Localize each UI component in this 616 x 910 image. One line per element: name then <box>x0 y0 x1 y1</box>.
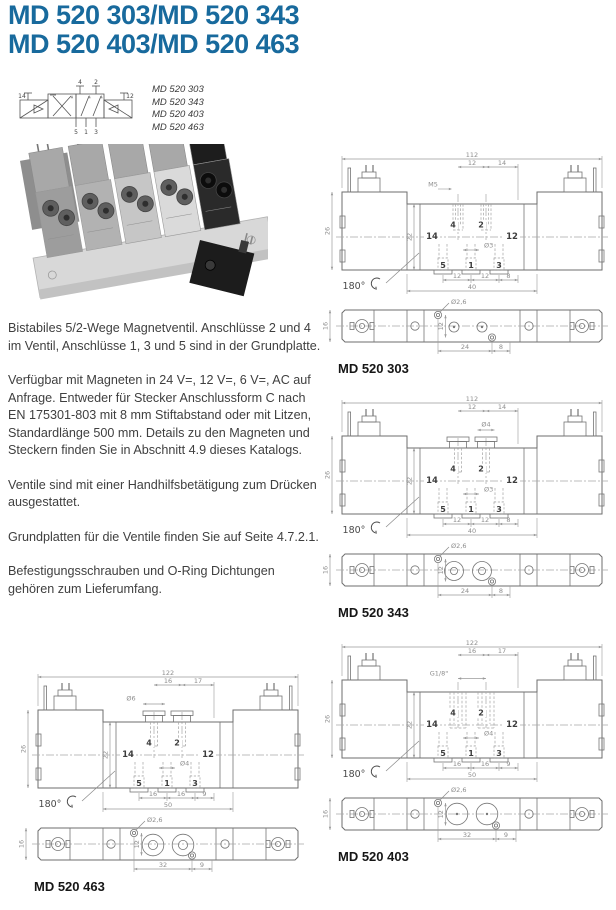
svg-text:12: 12 <box>506 232 518 242</box>
main-view <box>324 395 608 538</box>
description-paragraph: Bistabiles 5/2-Wege Magnetventil. Anschlüsse 2 und 4 im Ventil, Anschlüsse 1, 3 und 5 sind in der Grundplatte. <box>8 321 321 353</box>
svg-text:16: 16 <box>163 676 173 685</box>
svg-text:16: 16 <box>321 321 330 331</box>
drawing-caption: MD 520 463 <box>34 879 105 894</box>
svg-text:Ø3: Ø3 <box>484 485 494 494</box>
svg-text:22: 22 <box>101 750 110 760</box>
svg-text:Ø4: Ø4 <box>484 729 494 738</box>
dimension-drawing-top-view <box>312 148 614 296</box>
svg-text:1: 1 <box>164 779 170 788</box>
description-paragraph: Verfügbar mit Magneten in 24 V=, 12 V=, 6 V=, AC auf Anfrage. Entweder für Stecker Anschlussform C nach EN 175301-803 mit 8 mm Stiftabstand oder mit Litzen, Standardlänge 500 mm. Details zu den Magneten und Steckern finden Sie in Abschnitt 4.9 dieses Katalogs. <box>8 373 312 457</box>
svg-text:12: 12 <box>467 158 477 167</box>
technical-drawing-md520303 <box>312 148 614 376</box>
svg-text:Ø4: Ø4 <box>180 759 190 768</box>
svg-text:24: 24 <box>460 342 470 351</box>
svg-text:5: 5 <box>440 505 446 514</box>
svg-text:26: 26 <box>19 744 28 754</box>
svg-text:Ø2,6: Ø2,6 <box>451 298 467 306</box>
svg-text:9: 9 <box>199 860 205 869</box>
svg-text:16: 16 <box>467 646 477 655</box>
svg-text:12: 12 <box>506 476 518 486</box>
svg-text:16: 16 <box>321 565 330 575</box>
variant-label: MD 520 343 <box>152 96 204 108</box>
dimension-drawing-bottom-view <box>312 784 614 846</box>
svg-text:8: 8 <box>498 342 504 351</box>
svg-text:4: 4 <box>78 79 82 86</box>
svg-text:50: 50 <box>467 770 477 779</box>
main-view <box>20 669 304 812</box>
technical-drawing-md520463 <box>8 666 310 894</box>
svg-text:1: 1 <box>468 505 474 514</box>
svg-text:16: 16 <box>176 789 186 798</box>
main-view <box>324 151 608 294</box>
svg-text:14: 14 <box>426 720 438 730</box>
product-photo <box>12 144 268 316</box>
svg-text:40: 40 <box>467 282 477 291</box>
svg-text:Ø2,6: Ø2,6 <box>451 542 467 550</box>
svg-text:12: 12 <box>467 402 477 411</box>
svg-text:12: 12 <box>437 810 446 819</box>
svg-text:1: 1 <box>468 749 474 758</box>
svg-text:2: 2 <box>94 79 98 86</box>
symbol-graphics <box>18 79 134 136</box>
svg-text:M5: M5 <box>428 180 438 189</box>
svg-text:14: 14 <box>426 232 438 242</box>
svg-text:Ø2,6: Ø2,6 <box>451 786 467 794</box>
dimension-drawing-top-view <box>312 392 614 540</box>
description-paragraph: Befestigungsschrauben und O-Ring Dichtungen gehören zum Lieferumfang. <box>8 564 275 596</box>
main-view <box>324 639 608 782</box>
svg-text:5: 5 <box>440 749 446 758</box>
svg-text:4: 4 <box>146 738 152 748</box>
svg-text:16: 16 <box>480 759 490 768</box>
page-title <box>8 1 299 59</box>
svg-text:180°: 180° <box>342 281 366 292</box>
svg-text:112: 112 <box>465 394 479 403</box>
svg-text:180°: 180° <box>342 525 366 536</box>
bottom-view <box>322 786 608 842</box>
svg-text:12: 12 <box>480 271 490 280</box>
svg-text:5: 5 <box>136 779 142 788</box>
svg-text:26: 26 <box>323 470 332 480</box>
svg-text:50: 50 <box>163 800 173 809</box>
svg-text:8: 8 <box>506 515 511 524</box>
dimension-drawing-top-view <box>8 666 310 814</box>
title-line-2: MD 520 403/MD 520 463 <box>8 29 300 59</box>
svg-text:12: 12 <box>437 322 446 331</box>
svg-text:1: 1 <box>84 129 88 136</box>
svg-text:14: 14 <box>497 158 507 167</box>
variant-label: MD 520 403 <box>152 109 204 120</box>
description-paragraph: Ventile sind mit einer Handhilfsbetätigung zum Drücken ausgestattet. <box>8 477 317 509</box>
svg-text:180°: 180° <box>38 799 62 810</box>
svg-text:5: 5 <box>440 261 446 270</box>
svg-text:26: 26 <box>323 226 332 236</box>
svg-text:22: 22 <box>405 720 414 730</box>
svg-text:14: 14 <box>18 93 26 100</box>
svg-text:9: 9 <box>202 789 207 798</box>
svg-text:17: 17 <box>193 676 203 685</box>
svg-text:12: 12 <box>437 566 446 575</box>
svg-text:12: 12 <box>126 93 134 100</box>
description <box>8 320 322 615</box>
svg-text:112: 112 <box>465 150 479 159</box>
svg-text:32: 32 <box>462 830 472 839</box>
svg-text:5: 5 <box>74 129 78 136</box>
svg-text:122: 122 <box>161 668 175 677</box>
svg-text:3: 3 <box>496 261 502 270</box>
svg-text:12: 12 <box>480 515 490 524</box>
svg-text:16: 16 <box>17 839 26 849</box>
dimension-drawing-bottom-view <box>8 814 310 876</box>
svg-text:14: 14 <box>426 476 438 486</box>
drawing-caption: MD 520 403 <box>338 849 409 864</box>
svg-text:12: 12 <box>452 515 462 524</box>
svg-text:16: 16 <box>452 759 462 768</box>
svg-text:12: 12 <box>202 750 214 760</box>
svg-text:14: 14 <box>122 750 134 760</box>
svg-text:26: 26 <box>323 714 332 724</box>
svg-text:3: 3 <box>192 779 198 788</box>
svg-text:3: 3 <box>496 505 502 514</box>
bottom-view <box>18 816 304 872</box>
valve-symbol-block <box>8 78 204 142</box>
dimension-drawing-bottom-view <box>312 540 614 602</box>
svg-text:G1/8": G1/8" <box>429 669 449 678</box>
dimension-drawing-bottom-view <box>312 296 614 358</box>
svg-text:Ø2,6: Ø2,6 <box>147 816 163 824</box>
valve-schematic-icon <box>8 78 148 142</box>
variant-labels <box>152 84 204 134</box>
description-paragraph: Grundplatten für die Ventile finden Sie auf Seite 4.7.2.1. <box>8 529 319 544</box>
svg-text:12: 12 <box>452 271 462 280</box>
svg-text:22: 22 <box>405 476 414 486</box>
svg-text:14: 14 <box>497 402 507 411</box>
svg-text:40: 40 <box>467 526 477 535</box>
svg-text:22: 22 <box>405 232 414 242</box>
title-line-1: MD 520 303/MD 520 343 <box>8 0 300 30</box>
svg-text:4: 4 <box>450 708 456 718</box>
svg-text:4: 4 <box>450 464 456 474</box>
variant-label: MD 520 303 <box>152 84 204 95</box>
svg-text:12: 12 <box>506 720 518 730</box>
svg-text:Ø6: Ø6 <box>126 694 136 703</box>
svg-text:Ø4: Ø4 <box>481 420 491 429</box>
svg-text:8: 8 <box>498 586 504 595</box>
bottom-view <box>322 298 608 354</box>
variant-label: MD 520 463 <box>152 121 204 133</box>
svg-text:24: 24 <box>460 586 470 595</box>
svg-text:2: 2 <box>478 464 484 474</box>
dimension-drawing-top-view <box>312 636 614 784</box>
svg-text:3: 3 <box>496 749 502 758</box>
svg-text:12: 12 <box>133 840 142 849</box>
bottom-view <box>322 542 608 598</box>
svg-text:180°: 180° <box>342 769 366 780</box>
svg-text:8: 8 <box>506 271 511 280</box>
svg-text:4: 4 <box>450 220 456 230</box>
svg-text:1: 1 <box>468 261 474 270</box>
svg-text:16: 16 <box>321 809 330 819</box>
svg-text:2: 2 <box>174 738 180 748</box>
drawing-caption: MD 520 303 <box>338 361 409 376</box>
svg-text:Ø3: Ø3 <box>484 241 494 250</box>
svg-text:3: 3 <box>94 129 98 136</box>
svg-text:32: 32 <box>158 860 168 869</box>
svg-text:16: 16 <box>148 789 158 798</box>
svg-text:2: 2 <box>478 708 484 718</box>
technical-drawing-md520403 <box>312 636 614 864</box>
svg-text:2: 2 <box>478 220 484 230</box>
svg-text:17: 17 <box>497 646 507 655</box>
drawing-caption: MD 520 343 <box>338 605 409 620</box>
technical-drawing-md520343 <box>312 392 614 620</box>
svg-text:9: 9 <box>503 830 509 839</box>
svg-text:9: 9 <box>506 759 511 768</box>
svg-text:122: 122 <box>465 638 479 647</box>
